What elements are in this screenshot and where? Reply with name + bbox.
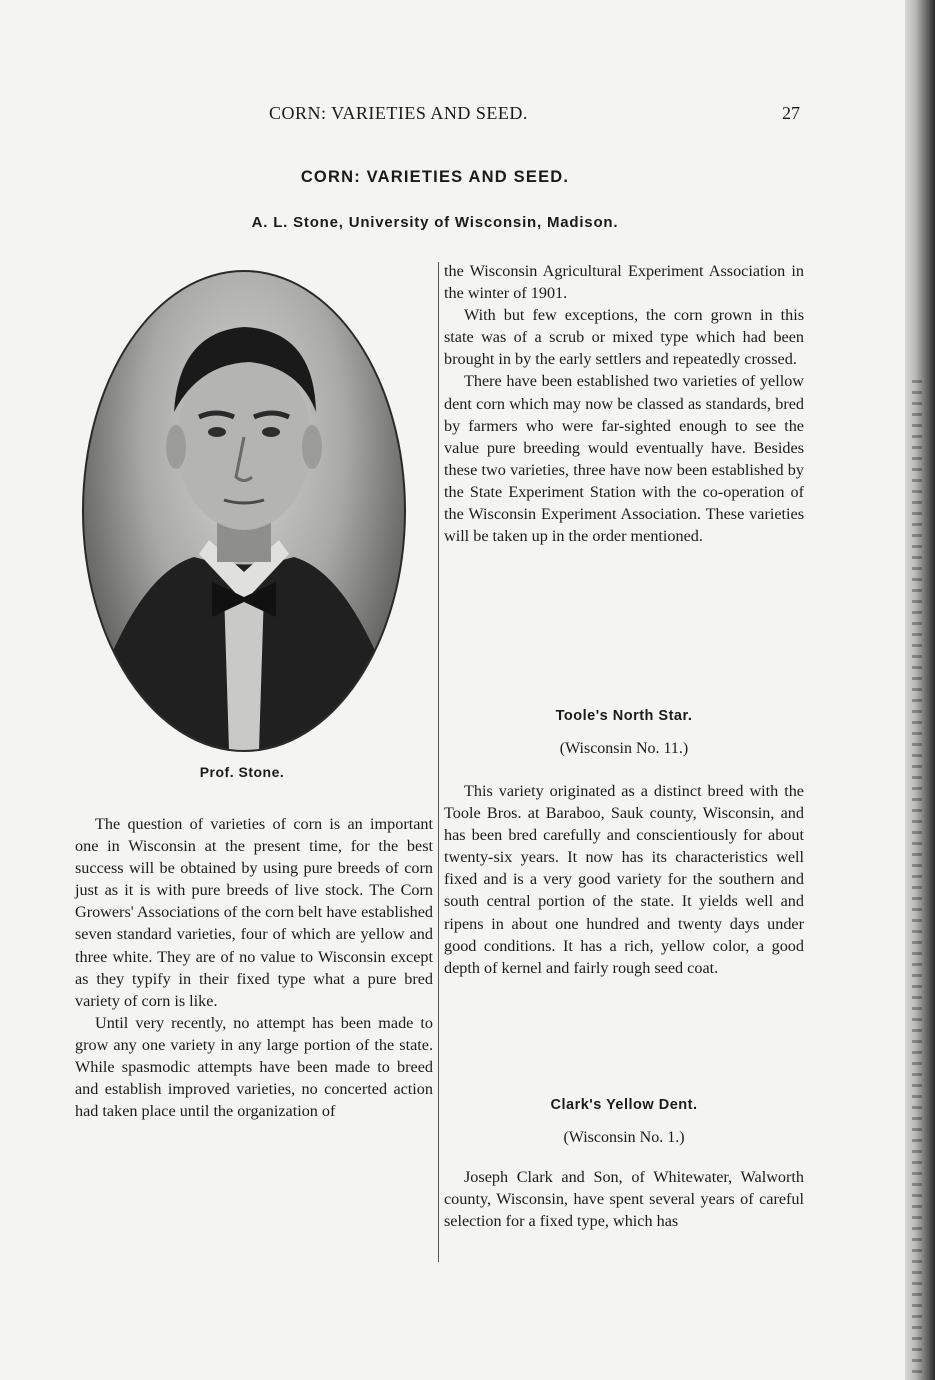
paragraph-recent-attempts: Until very recently, no attempt has been made to grow any one variety in any large portion of the state. While spasmodic attempts have been made to breed and establish improved varieties, no concerted action had taken place until the organization of xyxy=(75,1013,433,1121)
right-column-intro xyxy=(444,260,804,547)
section-body-tooles-north-star xyxy=(444,780,804,979)
article-title: CORN: VARIETIES AND SEED. xyxy=(300,168,570,186)
section-note-wisconsin-no-1: (Wisconsin No. 1.) xyxy=(563,1129,685,1146)
paragraph-clark-origin: Joseph Clark and Son, of Whitewater, Walworth county, Wisconsin, have spent several years of careful selection for a fixed type, which has xyxy=(444,1168,804,1231)
left-column-text xyxy=(75,813,433,1122)
paragraph-established-varieties: There have been established two varieties of yellow dent corn which may now be classed as standards, bred by farmers who were far-sighted enough to see the value pure breeding would eventually have. Besides these two varieties, three have now been established by the State Experiment Station with the co-operation of the Wisconsin Experiment Association. These varieties will be taken up in the order mentioned. xyxy=(444,372,804,546)
section-body-clarks-yellow-dent xyxy=(444,1166,804,1232)
paragraph-toole-origin: This variety originated as a distinct breed with the Toole Bros. at Baraboo, Sauk county, Wisconsin, and has been bred carefully and conscientiously for about twenty-six years. It now has its characteristics well fixed and is a very good variety for the southern and south central portion of the state. It yields well and ripens in about one hundred and twenty days under good conditions. It has a rich, yellow color, a good depth of kernel and fairly rough seed coat. xyxy=(444,782,804,977)
portrait-caption: Prof. Stone. xyxy=(199,764,285,780)
portrait-photo xyxy=(82,270,406,752)
page-edge-marks xyxy=(912,380,922,1380)
section-heading-tooles-north-star: Toole's North Star. xyxy=(555,708,693,724)
section-note-wisconsin-no-11: (Wisconsin No. 11.) xyxy=(559,740,689,757)
section-heading-clarks-yellow-dent: Clark's Yellow Dent. xyxy=(550,1097,698,1113)
column-divider xyxy=(438,262,439,1262)
paragraph-varieties-question: The question of varieties of corn is an important one in Wisconsin at the present time, for the best success will be obtained by using pure breeds of corn just as it is with pure breeds of live stock. The Corn Growers' Associations of the corn belt have established seven standard varieties, four of which are yellow and three white. They are of no value to Wisconsin except as they typify in their fixed type what a pure bred variety of corn is like. xyxy=(75,815,433,1010)
running-head: CORN: VARIETIES AND SEED. xyxy=(269,103,528,123)
page-number: 27 xyxy=(782,103,800,123)
paragraph-association-continued: the Wisconsin Agricultural Experiment Association in the winter of 1901. xyxy=(444,262,804,303)
author-byline: A. L. Stone, University of Wisconsin, Madison. xyxy=(251,214,619,231)
paragraph-scrub-type: With but few exceptions, the corn grown in this state was of a scrub or mixed type which had been brought in by the early settlers and repeatedly crossed. xyxy=(444,306,804,369)
portrait-figure xyxy=(84,272,404,750)
